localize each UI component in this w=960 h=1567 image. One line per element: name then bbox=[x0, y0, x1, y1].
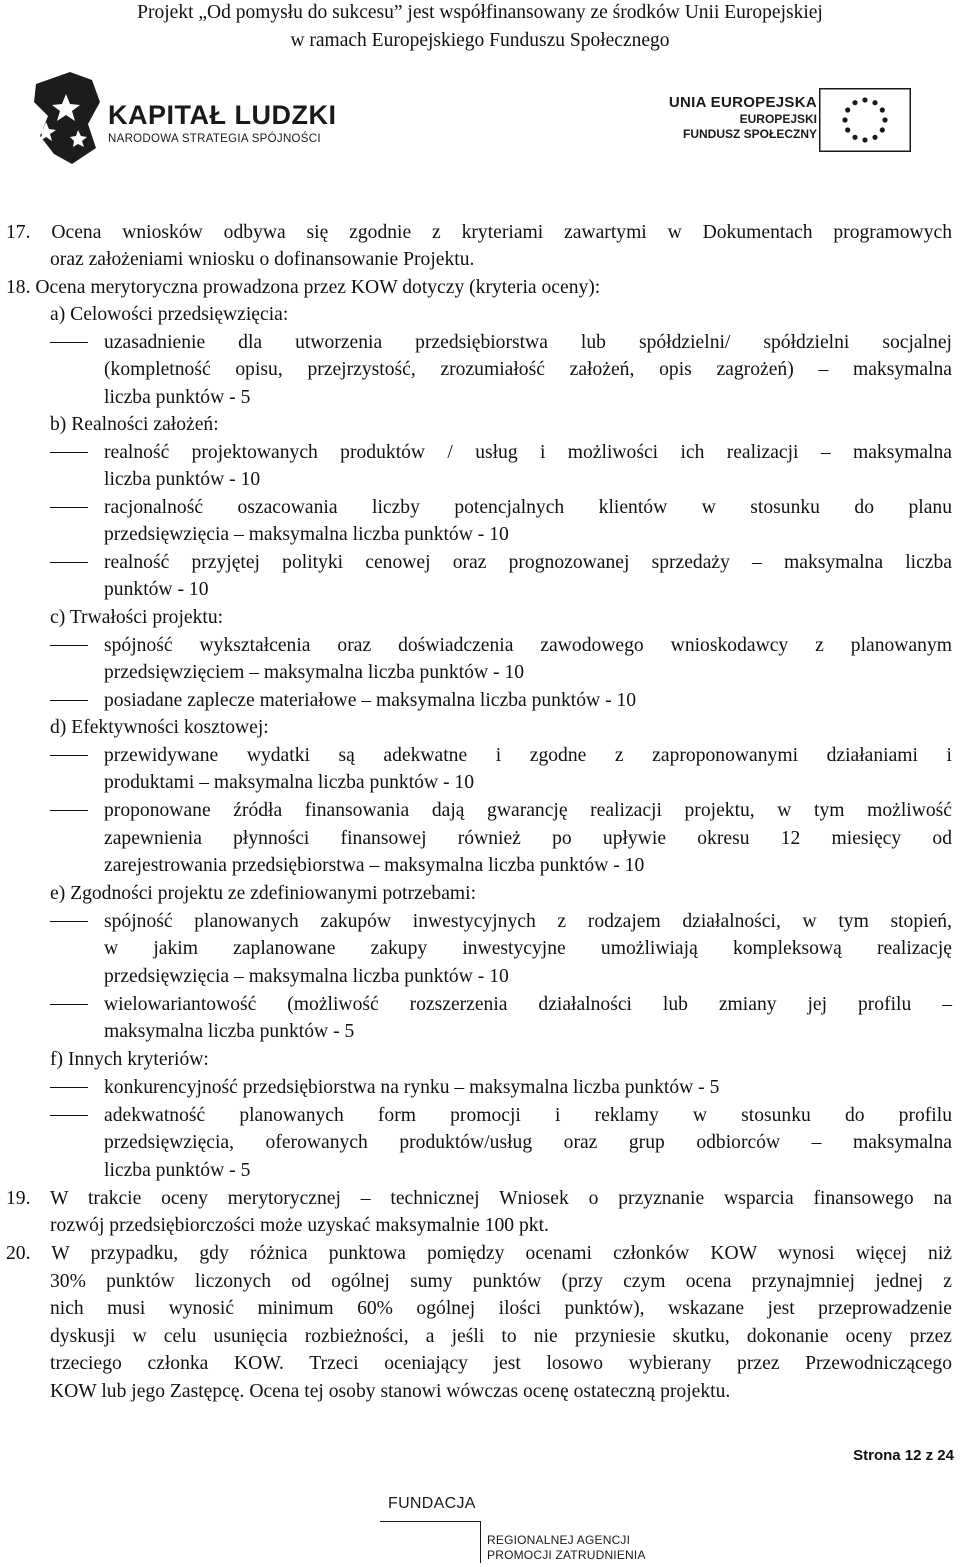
text-line: b) Realności założeń: bbox=[50, 414, 219, 435]
text-line: realność projektowanych produktów / usług i możliwości ich realizacji – maksymalna bbox=[104, 442, 952, 463]
dash-bullet bbox=[50, 507, 88, 508]
text-line: rozwój przedsiębiorczości może uzyskać maksymalnie 100 pkt. bbox=[50, 1215, 549, 1236]
text-line: proponowane źródła finansowania dają gwarancję realizacji projektu, w tym możliwość bbox=[104, 800, 952, 821]
kapital-ludzki-subtitle: NARODOWA STRATEGIA SPÓJNOŚCI bbox=[108, 133, 321, 145]
text-line: d) Efektywności kosztowej: bbox=[50, 717, 269, 738]
dash-bullet bbox=[50, 645, 88, 646]
dash-bullet bbox=[50, 810, 88, 811]
text-line: konkurencyjność przedsiębiorstwa na rynku – maksymalna liczba punktów - 5 bbox=[104, 1077, 720, 1098]
text-line: oraz założeniami wniosku o dofinansowanie Projektu. bbox=[50, 249, 475, 270]
text-line: a) Celowości przedsięwzięcia: bbox=[50, 304, 289, 325]
dash-bullet bbox=[50, 700, 88, 701]
fundacja-line-2: REGIONALNEJ AGENCJI bbox=[487, 1533, 631, 1547]
text-line: posiadane zaplecze materiałowe – maksymalna liczba punktów - 10 bbox=[104, 690, 637, 711]
header-line-2: w ramach Europejskiego Funduszu Społecznego bbox=[290, 30, 670, 51]
eu-text bbox=[669, 94, 817, 142]
kapital-ludzki-emblem-icon bbox=[30, 72, 106, 164]
page-header bbox=[0, 0, 960, 55]
text-line: trzeciego członka KOW. Trzeci oceniający jest losowo wybierany przez Przewodniczącego bbox=[50, 1353, 952, 1374]
text-line: nich musi wynosić minimum 60% ogólnej ilości punktów), wskazane jest przeprowadzenie bbox=[50, 1298, 952, 1319]
text-line: KOW lub jego Zastępcę. Ocena tej osoby stanowi wówczas ocenę ostateczną projektu. bbox=[50, 1381, 731, 1402]
logo-rule-vertical bbox=[480, 1521, 481, 1563]
eu-line-2: EUROPEJSKI bbox=[739, 112, 817, 126]
fundacja-title: FUNDACJA bbox=[388, 1495, 476, 1512]
header-line-1: Projekt „Od pomysłu do sukcesu” jest współfinansowany ze środków Unii Europejskiej bbox=[137, 2, 823, 23]
text-line: spójność wykształcenia oraz doświadczenia zawodowego wnioskodawcy z planowanym bbox=[104, 635, 952, 656]
text-line: 19. W trakcie oceny merytorycznej – technicznej Wniosek o przyznanie wsparcia finansowego na bbox=[6, 1188, 952, 1209]
text-line: przedsięwzięcia, oferowanych produktów/usług oraz grup odbiorców – maksymalna bbox=[104, 1132, 952, 1153]
eu-logo bbox=[655, 88, 945, 158]
dash-bullet bbox=[50, 1115, 88, 1116]
dash-bullet bbox=[50, 562, 88, 563]
text-line: liczba punktów - 10 bbox=[104, 469, 261, 490]
logo-rule-horizontal bbox=[380, 1521, 480, 1522]
text-line: wielowariantowość (możliwość rozszerzenia działalności lub zmiany jej profilu – bbox=[104, 994, 952, 1015]
text-line: dyskusji w celu usunięcia rozbieżności, a jeśli to nie przyniesie skutku, dokonanie oceny przez bbox=[50, 1326, 952, 1347]
text-line: c) Trwałości projektu: bbox=[50, 607, 224, 628]
text-line: realność przyjętej polityki cenowej oraz prognozowanej sprzedaży – maksymalna liczba bbox=[104, 552, 952, 573]
text-line: zarejestrowania przedsiębiorstwa – maksymalna liczba punktów - 10 bbox=[104, 855, 645, 876]
text-line: e) Zgodności projektu ze zdefiniowanymi potrzebami: bbox=[50, 883, 477, 904]
text-line: maksymalna liczba punktów - 5 bbox=[104, 1021, 355, 1042]
text-line: produktami – maksymalna liczba punktów - 10 bbox=[104, 772, 475, 793]
text-line: (kompletność opisu, przejrzystość, zrozumiałość założeń, opis zagrożeń) – maksymalna bbox=[104, 359, 952, 380]
text-line: zapewnienia płynności finansowej również po upływie okresu 12 miesięcy od bbox=[104, 828, 952, 849]
text-line: przewidywane wydatki są adekwatne i zgodne z zaproponowanymi działaniami i bbox=[104, 745, 952, 766]
text-line: liczba punktów - 5 bbox=[104, 1160, 251, 1181]
dash-bullet bbox=[50, 452, 88, 453]
text-line: spójność planowanych zakupów inwestycyjnych z rodzajem działalności, w tym stopień, bbox=[104, 911, 952, 932]
eu-line-1: UNIA EUROPEJSKA bbox=[668, 94, 817, 111]
text-line: w jakim zaplanowane zakupy inwestycyjne umożliwiają kompleksową realizację bbox=[104, 938, 952, 959]
text-line: 17. Ocena wniosków odbywa się zgodnie z kryteriami zawartymi w Dokumentach programowych bbox=[6, 222, 952, 243]
text-line: przedsięwzięcia – maksymalna liczba punktów - 10 bbox=[104, 524, 509, 545]
text-line: 18. Ocena merytoryczna prowadzona przez KOW dotyczy (kryteria oceny): bbox=[6, 277, 601, 298]
dash-bullet bbox=[50, 342, 88, 343]
text-line: racjonalność oszacowania liczby potencjalnych klientów w stosunku do planu bbox=[104, 497, 952, 518]
dash-bullet bbox=[50, 921, 88, 922]
eu-flag-icon bbox=[819, 88, 911, 152]
dash-bullet bbox=[50, 1087, 88, 1088]
text-line: liczba punktów - 5 bbox=[104, 387, 251, 408]
page-number: Strona 12 z 24 bbox=[853, 1447, 954, 1464]
text-line: adekwatność planowanych form promocji i reklamy w stosunku do profilu bbox=[104, 1105, 952, 1126]
kapital-ludzki-title: KAPITAŁ LUDZKI bbox=[108, 100, 337, 130]
eu-line-3: FUNDUSZ SPOŁECZNY bbox=[682, 127, 817, 141]
fundacja-logo bbox=[380, 1495, 660, 1565]
text-line: f) Innych kryteriów: bbox=[50, 1049, 209, 1070]
dash-bullet bbox=[50, 755, 88, 756]
text-line: 20. W przypadku, gdy różnica punktowa pomiędzy ocenami członków KOW wynosi więcej niż bbox=[6, 1243, 952, 1264]
fundacja-line-3: PROMOCJI ZATRUDNIENIA bbox=[487, 1548, 646, 1562]
kapital-ludzki-logo bbox=[30, 72, 337, 164]
text-line: przedsięwzięciem – maksymalna liczba punktów - 10 bbox=[104, 662, 525, 683]
text-line: przedsięwzięcia – maksymalna liczba punktów - 10 bbox=[104, 966, 509, 987]
text-line: punktów - 10 bbox=[104, 579, 209, 600]
text-line: 30% punktów liczonych od ogólnej sumy punktów (przy czym ocena przynajmniej jednej z bbox=[50, 1271, 952, 1292]
text-line: uzasadnienie dla utworzenia przedsiębiorstwa lub spółdzielni/ spółdzielni socjalnej bbox=[104, 332, 952, 353]
dash-bullet bbox=[50, 1004, 88, 1005]
